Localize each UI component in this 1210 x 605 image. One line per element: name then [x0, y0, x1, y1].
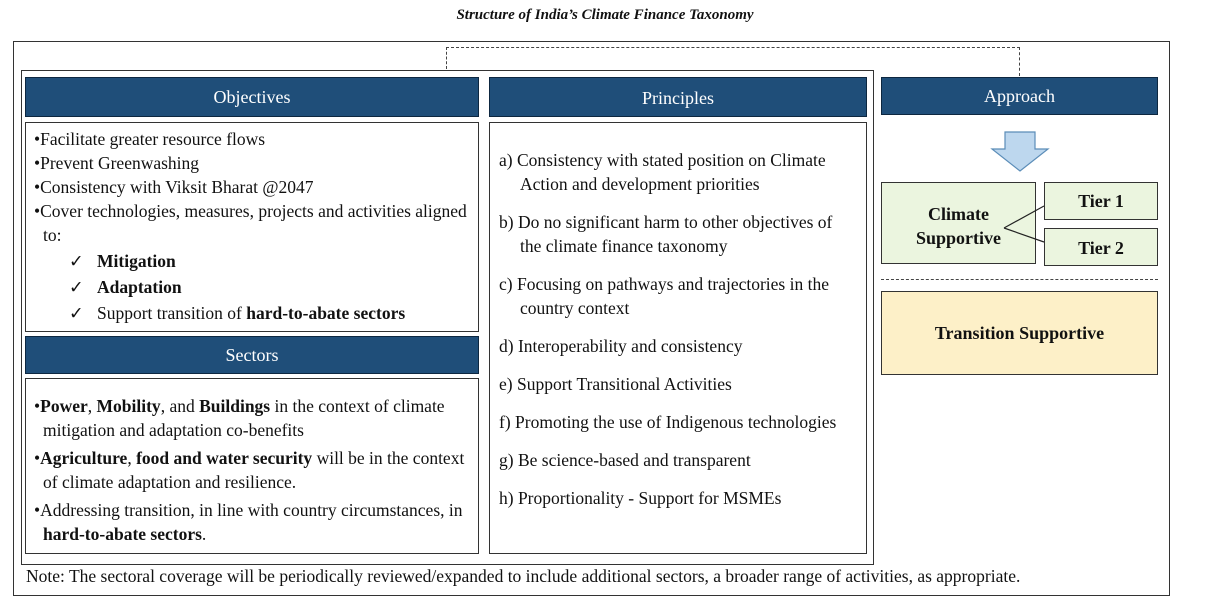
objectives-header: Objectives [25, 77, 479, 117]
tier-connector-lines [1000, 195, 1048, 251]
sectors-box [25, 378, 479, 554]
check-icon: ✓ [69, 303, 84, 323]
dashed-connector-top [446, 47, 1020, 48]
sector-item: •Power, Mobility, and Buildings in the context of climate mitigation and adaptation co-benefits [34, 396, 445, 440]
climate-supportive-line1: Climate [928, 204, 989, 224]
check-item-mitigation: ✓ Mitigation [69, 251, 176, 271]
objective-item: •Cover technologies, measures, projects and activities aligned to: [34, 201, 467, 245]
tier-1-box: Tier 1 [1044, 182, 1158, 220]
objective-item: •Facilitate greater resource flows [34, 129, 266, 149]
approach-divider [881, 279, 1158, 280]
climate-supportive-line2: Supportive [915, 228, 1002, 248]
principle-item: f) Promoting the use of Indigenous technologies [499, 412, 837, 432]
principle-item: b) Do no significant harm to other objectives of the climate finance taxonomy [499, 212, 833, 256]
check-icon: ✓ [69, 277, 84, 297]
sector-item: •Agriculture, food and water security will be in the context of climate adaptation and resilience. [34, 448, 465, 492]
sectors-header: Sectors [25, 336, 479, 374]
check-item-adaptation: ✓ Adaptation [69, 277, 182, 297]
dashed-connector-right [1019, 47, 1020, 76]
principle-item: a) Consistency with stated position on Climate Action and development priorities [499, 150, 826, 194]
approach-header: Approach [881, 77, 1158, 115]
principle-item: e) Support Transitional Activities [499, 374, 732, 394]
check-item-transition: ✓ Support transition of hard-to-abate sectors [69, 303, 406, 323]
check-icon: ✓ [69, 251, 84, 271]
principle-item: d) Interoperability and consistency [499, 336, 743, 356]
sector-item: •Addressing transition, in line with country circumstances, in hard-to-abate sectors. [34, 500, 463, 544]
principle-item: h) Proportionality - Support for MSMEs [499, 488, 782, 508]
objectives-box [25, 122, 479, 332]
diagram-title: Structure of India’s Climate Finance Taxonomy [456, 7, 754, 23]
principle-item: g) Be science-based and transparent [499, 450, 751, 470]
transition-supportive-box: Transition Supportive [881, 291, 1158, 375]
tier-2-box: Tier 2 [1044, 228, 1158, 266]
objective-item: •Consistency with Viksit Bharat @2047 [34, 177, 314, 197]
principles-header: Principles [489, 77, 867, 117]
down-arrow-icon [990, 131, 1050, 173]
objective-item: •Prevent Greenwashing [34, 153, 200, 173]
dashed-connector-left [446, 47, 447, 69]
footnote: Note: The sectoral coverage will be periodically reviewed/expanded to include additional sectors, a broader range of activities, as appropriate. [26, 566, 1021, 586]
principles-box [489, 122, 867, 554]
principle-item: c) Focusing on pathways and trajectories in the country context [499, 274, 829, 318]
